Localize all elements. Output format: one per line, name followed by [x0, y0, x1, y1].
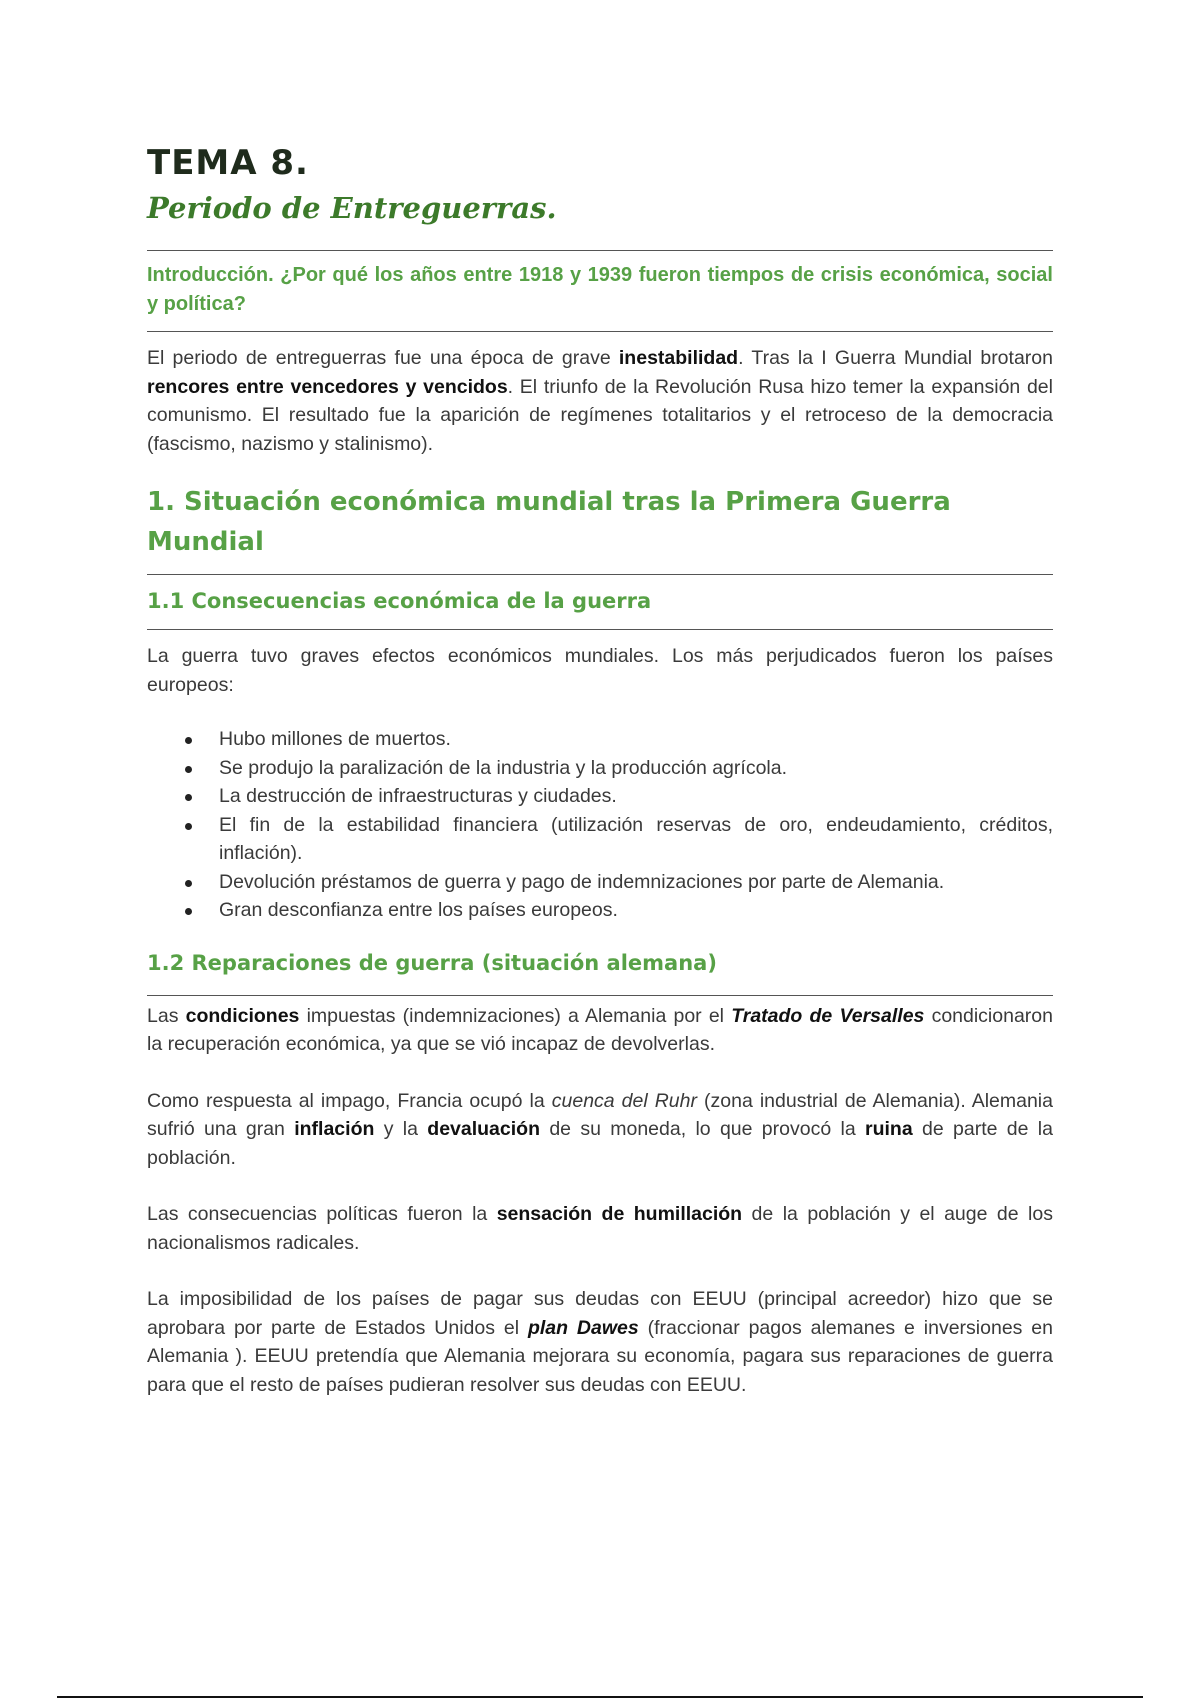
- page-title: TEMA 8.: [147, 143, 309, 183]
- bullet-icon: [185, 880, 192, 887]
- document-page: [147, 140, 1053, 1399]
- list-item: Devolución préstamos de guerra y pago de indemnizaciones por parte de Alemania.: [219, 868, 1053, 897]
- bullet-icon: [185, 766, 192, 773]
- list-item: El fin de la estabilidad financiera (utilización reservas de oro, endeudamiento, créditos, inflación).: [219, 811, 1053, 868]
- page-subtitle: Periodo de Entreguerras.: [147, 191, 557, 225]
- section-1-2-paragraph-4: La imposibilidad de los países de pagar sus deudas con EEUU (principal acreedor) hizo que se aprobara por parte de Estados Unidos el plan Dawes (fraccionar pagos alemanes e inversiones en Alemania ). EEUU pretendía que Alemania mejorara su economía, pagara sus reparaciones de guerra para que el resto de países pudieran resolver sus deudas con EEUU.: [147, 1288, 1053, 1396]
- divider: [147, 250, 1053, 251]
- divider: [147, 995, 1053, 996]
- section-1-2-paragraph-2: Como respuesta al impago, Francia ocupó la cuenca del Ruhr (zona industrial de Alemania). Alemania sufrió una gran inflación y la devaluación de su moneda, lo que provocó la ruina de parte de la población.: [147, 1089, 1053, 1169]
- consequences-list: [147, 725, 1053, 925]
- footer-rule: [57, 1696, 1143, 1698]
- section-1-1-heading: 1.1 Consecuencias económica de la guerra: [147, 589, 652, 613]
- section-1-2-paragraph-3: Las consecuencias políticas fueron la sensación de humillación de la población y el auge de los nacionalismos radicales.: [147, 1203, 1053, 1254]
- list-item: Hubo millones de muertos.: [219, 725, 1053, 754]
- list-item: La destrucción de infraestructuras y ciudades.: [219, 782, 1053, 811]
- bullet-icon: [185, 737, 192, 744]
- divider: [147, 331, 1053, 332]
- bullet-icon: [185, 908, 192, 915]
- intro-heading: Introducción. ¿Por qué los años entre 1918 y 1939 fueron tiempos de crisis económica, social y política?: [147, 264, 1053, 315]
- intro-paragraph: El periodo de entreguerras fue una época de grave inestabilidad. Tras la I Guerra Mundial brotaron rencores entre vencedores y vencidos. El triunfo de la Revolución Rusa hizo temer la expansión del comunismo. El resultado fue la aparición de regímenes totalitarios y el retroceso de la democracia (fascismo, nazismo y stalinismo).: [147, 347, 1053, 455]
- divider: [147, 574, 1053, 575]
- section-1-2-heading: 1.2 Reparaciones de guerra (situación alemana): [147, 950, 717, 975]
- section-1-1-paragraph: La guerra tuvo graves efectos económicos mundiales. Los más perjudicados fueron los países europeos:: [147, 645, 1053, 696]
- bullet-icon: [185, 823, 192, 830]
- list-item: Gran desconfianza entre los países europeos.: [219, 896, 1053, 925]
- section-1-2-paragraph-1: Las condiciones impuestas (indemnizaciones) a Alemania por el Tratado de Versalles condicionaron la recuperación económica, ya que se vió incapaz de devolverlas.: [147, 1004, 1053, 1055]
- bullet-icon: [185, 794, 192, 801]
- list-item: Se produjo la paralización de la industria y la producción agrícola.: [219, 754, 1053, 783]
- divider: [147, 629, 1053, 630]
- section-1-heading: 1. Situación económica mundial tras la Primera Guerra Mundial: [147, 487, 951, 557]
